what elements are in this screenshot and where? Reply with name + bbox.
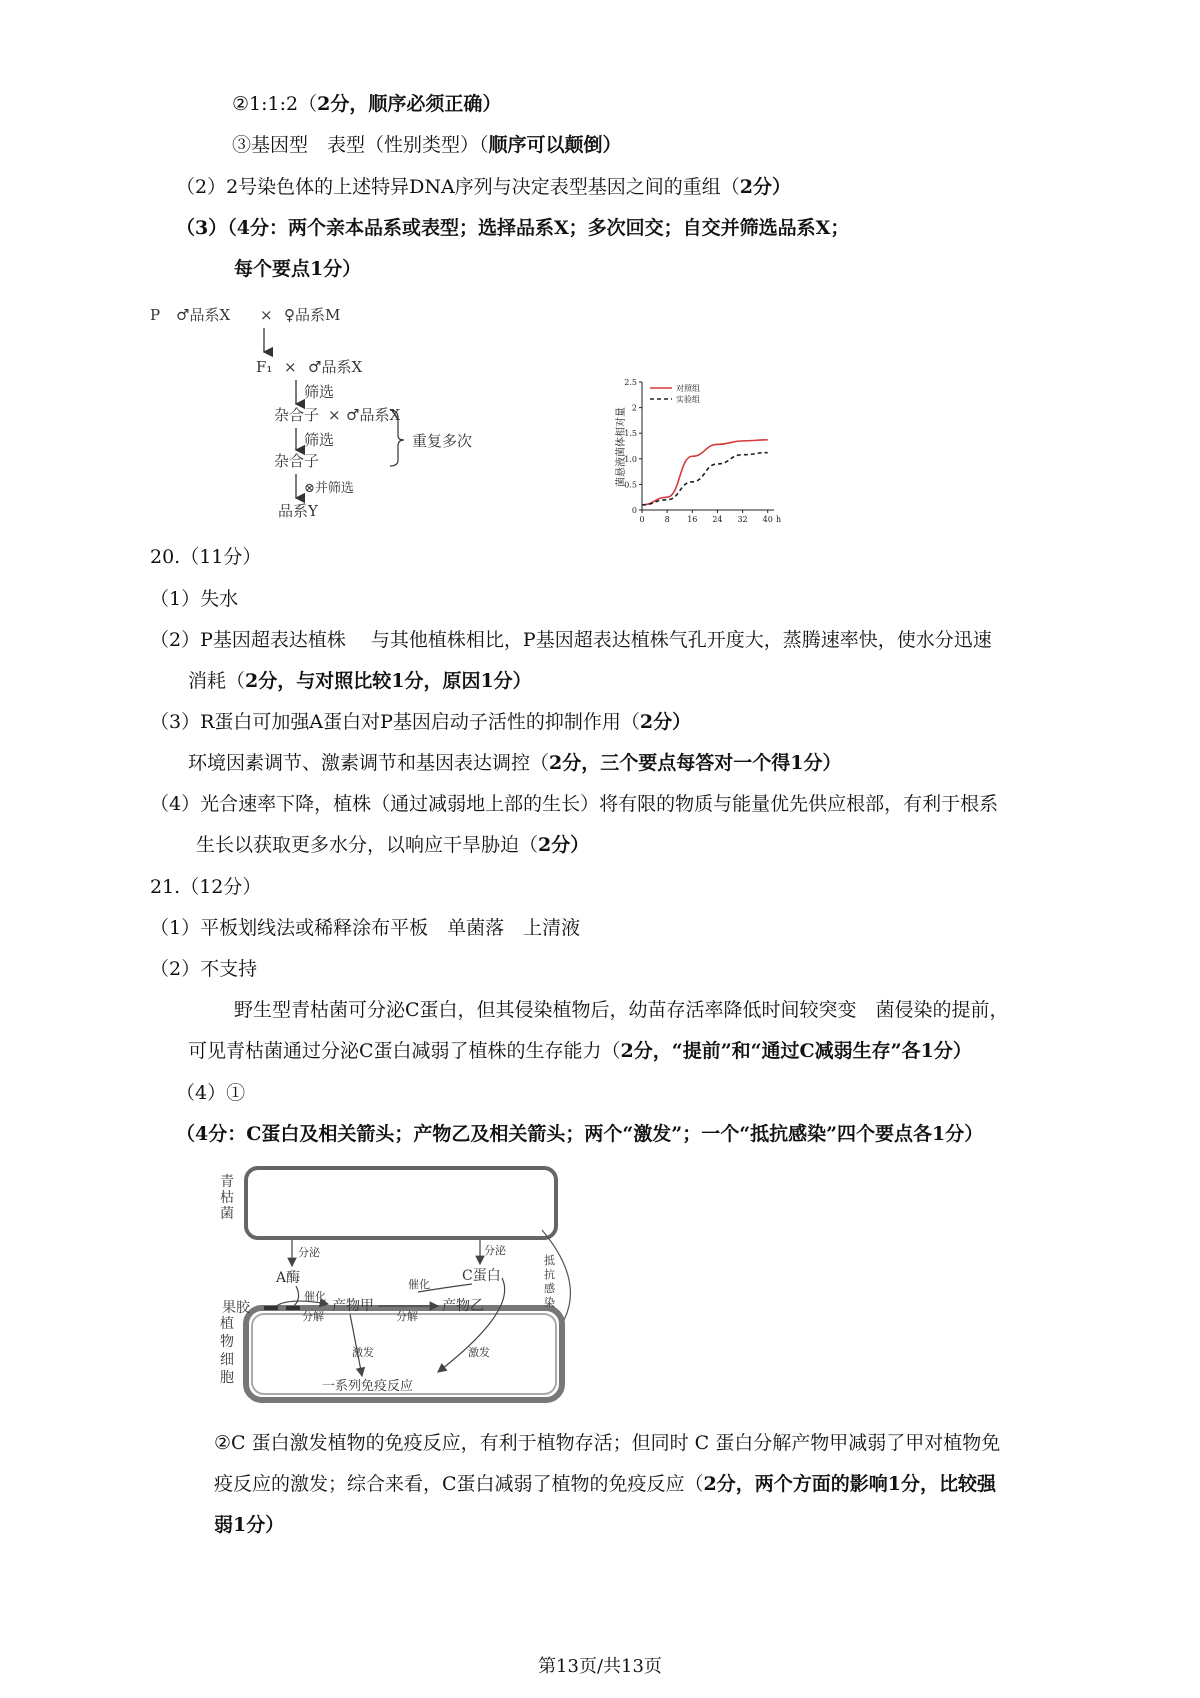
- product-b-label: 产物乙: [442, 1298, 484, 1314]
- chart-x-tick-label: 24: [712, 515, 723, 524]
- immune-diagram: [212, 1160, 572, 1410]
- q21-answer-4-2-cont: 疫反应的激发；综合来看，C蛋白减弱了植物的免疫反应（2分，两个方面的影响1分，比较强: [214, 1473, 996, 1495]
- q20-answer-4-cont: 生长以获取更多水分，以响应干旱胁迫（2分）: [196, 834, 590, 856]
- crossing-scheme: [150, 300, 530, 535]
- scheme-f1: F₁: [256, 358, 273, 376]
- bacterium-box: [246, 1168, 556, 1238]
- q21-heading: 21.（12分）: [150, 876, 262, 898]
- catalyze-label-2: 催化: [408, 1278, 430, 1291]
- q21-answer-4-scoring: （4分：C蛋白及相关箭头；产物乙及相关箭头；两个“激发”；一个“抵抗感染”四个要点各1分）: [176, 1123, 984, 1145]
- resist-label: 抵抗感染: [544, 1254, 555, 1309]
- q20-answer-3: （3）R蛋白可加强A蛋白对P基因启动子活性的抑制作用（2分）: [150, 711, 692, 733]
- q21-answer-4-2-end: 弱1分）: [214, 1514, 285, 1536]
- secrete-label-2: 分泌: [484, 1244, 506, 1257]
- q21-answer-2-reason-cont: 可见青枯菌通过分泌C蛋白减弱了植株的生存能力（2分，“提前”和“通过C减弱生存”各1分）: [188, 1040, 972, 1062]
- chart-x-tick-label: 32: [737, 515, 748, 524]
- scheme-result: 品系Y: [278, 502, 318, 520]
- a-enzyme-label: A酶: [276, 1270, 301, 1286]
- scheme-p-female: ♀品系M: [284, 306, 341, 324]
- chart-legend-label: 对照组: [676, 384, 700, 393]
- secrete-label-1: 分泌: [298, 1246, 320, 1259]
- scheme-repeat: 重复多次: [412, 432, 473, 450]
- activate-label-1: 激发: [352, 1346, 374, 1359]
- q20-answer-4: （4）光合速率下降，植株（通过减弱地上部的生长）将有限的物质与能量优先供应根部，有利于根系: [150, 793, 999, 815]
- page-footer: 第13页/共13页: [538, 1656, 662, 1677]
- chart-y-tick-label: 0: [631, 506, 637, 515]
- answer-line-q3: （3）（4分：两个亲本品系或表型；选择品系X；多次回交；自交并筛选品系X；: [176, 217, 850, 239]
- answer-line-q3-points: 每个要点1分）: [234, 258, 362, 280]
- scheme-hybrid-2: 杂合子: [274, 452, 320, 470]
- scheme-cross-3: ×: [328, 406, 341, 424]
- chart-y-tick-label: 1.5: [624, 429, 637, 439]
- catalyze-label-1: 催化: [304, 1290, 326, 1303]
- q20-answer-1: （1）失水: [150, 588, 239, 610]
- scheme-hybrid-1: 杂合子: [274, 406, 320, 424]
- chart-legend-label: 实验组: [676, 395, 700, 404]
- chart-series-0: [642, 440, 768, 505]
- scheme-p-male: ♂品系X: [176, 306, 231, 324]
- q21-answer-4-2: ②C 蛋白激发植物的免疫反应，有利于植物存活；但同时 C 蛋白分解产物甲减弱了甲对植物免: [214, 1432, 1001, 1454]
- q20-heading: 20.（11分）: [150, 546, 262, 568]
- q20-answer-2-cont: 消耗（2分，与对照比较1分，原因1分）: [188, 670, 532, 692]
- chart-x-tick-label: 0: [639, 515, 645, 524]
- pectin-label: 果胶: [222, 1300, 250, 1316]
- immune-response-label: 一系列免疫反应: [322, 1379, 414, 1394]
- chart-x-unit: h: [776, 515, 782, 524]
- chart-x-tick-label: 8: [664, 515, 670, 524]
- answer-line-recombination: （2）2号染色体的上述特异DNA序列与决定表型基因之间的重组（2分）: [176, 176, 791, 198]
- decompose-label-2: 分解: [396, 1310, 418, 1323]
- scheme-cross-1: ×: [260, 306, 273, 324]
- q21-answer-1: （1）平板划线法或稀释涂布平板 单菌落 上清液: [150, 917, 581, 939]
- q21-answer-2-reason: 野生型青枯菌可分泌C蛋白，但其侵染植物后，幼苗存活率降低时间较突变 菌侵染的提前，: [234, 999, 1009, 1021]
- product-a-label: 产物甲: [332, 1298, 374, 1314]
- chart-y-tick-label: 2: [631, 403, 637, 413]
- q20-answer-3-cont: 环境因素调节、激素调节和基因表达调控（2分，三个要点每答对一个得1分）: [188, 752, 842, 774]
- bacterium-label: 青枯菌: [220, 1174, 234, 1222]
- plant-cell-label: 植物细胞: [220, 1316, 234, 1386]
- scheme-hybrid-1-male: ♂品系X: [346, 406, 401, 424]
- scheme-f1-male: ♂品系X: [308, 358, 363, 376]
- chart-series-1: [642, 453, 768, 505]
- q21-answer-2: （2）不支持: [150, 958, 258, 980]
- scheme-screen-2: 筛选: [304, 431, 335, 449]
- chart-x-tick-label: 16: [687, 515, 698, 524]
- scheme-cross-2: ×: [284, 358, 297, 376]
- chart-y-tick-label: 2.5: [624, 378, 637, 387]
- answer-line-genotype: ③基因型 表型（性别类型）（顺序可以颠倒）: [232, 134, 622, 156]
- chart-y-label: 菌悬液菌体相对量: [616, 407, 627, 487]
- answer-line-ratio: ②1:1:2（2分，顺序必须正确）: [232, 93, 502, 115]
- q21-answer-4: （4）①: [176, 1082, 246, 1104]
- scheme-self-screen: ⊗并筛选: [304, 481, 354, 496]
- q20-answer-2: （2）P基因超表达植株 与其他植株相比，P基因超表达植株气孔开度大，蒸腾速率快，使水分迅速: [150, 629, 992, 651]
- scheme-screen-1: 筛选: [304, 383, 335, 401]
- decompose-label-1: 分解: [302, 1310, 324, 1323]
- growth-chart: [612, 372, 792, 537]
- activate-label-2: 激发: [468, 1346, 490, 1359]
- chart-y-tick-label: 0.5: [624, 480, 637, 490]
- scheme-p-label: P: [150, 306, 161, 324]
- chart-x-tick-label: 40: [762, 515, 773, 524]
- chart-y-tick-label: 1.0: [624, 454, 637, 464]
- c-protein-label: C蛋白: [462, 1268, 501, 1284]
